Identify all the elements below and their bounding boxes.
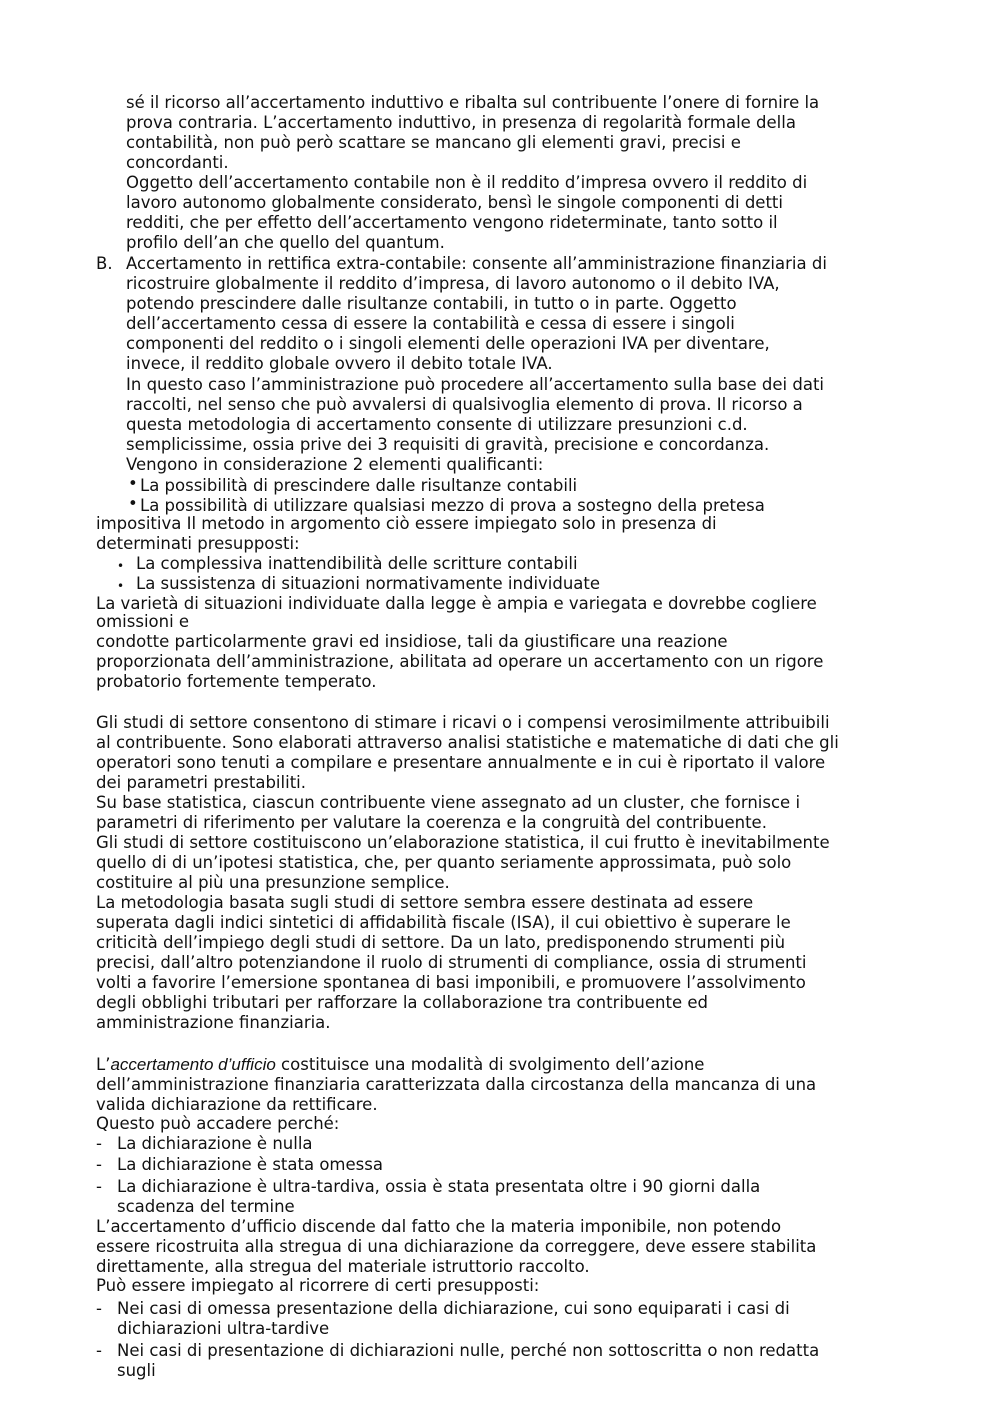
ufficio-line: dell’amministrazione finanziaria caratterizzata dalla circostanza della mancanza di una xyxy=(96,1075,817,1094)
section-b-line: Accertamento in rettifica extra-contabile: consente all’amministrazione finanziaria di xyxy=(126,254,827,273)
intro-line: sé il ricorso all’accertamento induttivo e ribalta sul contribuente l’onere di fornire la xyxy=(126,93,820,112)
studi-line: Su base statistica, ciascun contribuente viene assegnato ad un cluster, che fornisce i xyxy=(96,793,801,812)
studi-line: Gli studi di settore consentono di stimare i ricavi o i compensi verosimilmente attribuibili xyxy=(96,713,830,732)
section-b-line: semplicissime, ossia prive dei 3 requisiti di gravità, precisione e concordanza. xyxy=(126,435,770,454)
ufficio-after-line: direttamente, alla stregua del materiale istruttorio raccolto. xyxy=(96,1257,590,1276)
intro-line: concordanti. xyxy=(126,153,229,172)
studi-line: Gli studi di settore costituiscono un’elaborazione statistica, il cui frutto è inevitabilmente xyxy=(96,833,830,852)
ufficio-prefix: L’ xyxy=(96,1055,111,1074)
ufficio-dash-item: La dichiarazione è stata omessa xyxy=(117,1155,383,1174)
intro-line: prova contraria. L’accertamento induttivo, in presenza di regolarità formale della xyxy=(126,113,796,132)
dash-marker: - xyxy=(96,1155,102,1174)
studi-line: amministrazione finanziaria. xyxy=(96,1013,331,1032)
section-b-marker: B. xyxy=(96,254,113,273)
varieta-line: condotte particolarmente gravi ed insidiose, tali da giustificare una reazione xyxy=(96,632,728,651)
ufficio-after-line: Può essere impiegato al ricorrere di certi presupposti: xyxy=(96,1276,540,1295)
ufficio-italic-term: accertamento d’ufficio xyxy=(110,1055,276,1074)
section-b-line: potendo prescindere dalle risultanze contabili, in tutto o in parte. Oggetto xyxy=(126,294,737,313)
studi-line: al contribuente. Sono elaborati attraverso analisi statistiche e matematiche di dati che gli xyxy=(96,733,839,752)
dash-marker: - xyxy=(96,1134,102,1153)
ufficio-dash-item: La dichiarazione è nulla xyxy=(117,1134,313,1153)
studi-line: operatori sono tenuti a compilare e presentare annualmente e in cui è riportato il valore xyxy=(96,753,826,772)
studi-line: costituire al più una presunzione semplice. xyxy=(96,873,450,892)
dash-marker: - xyxy=(96,1341,102,1360)
section-b-line: In questo caso l’amministrazione può procedere all’accertamento sulla base dei dati xyxy=(126,375,825,394)
bullet-dot-icon: • xyxy=(128,474,138,493)
studi-line: volti a favorire l’emersione spontanea di basi imponibili, e promuovere l’assolvimento xyxy=(96,973,806,992)
bullet-dot-icon: • xyxy=(128,494,138,513)
ufficio-presupposto-cont: sugli xyxy=(117,1361,156,1380)
ufficio-first-line xyxy=(96,1055,704,1075)
section-b-line: invece, il reddito globale ovvero il debito totale IVA. xyxy=(126,354,553,373)
varieta-line: La varietà di situazioni individuate dalla legge è ampia e variegata e dovrebbe cogliere xyxy=(96,594,817,613)
intro-line: contabilità, non può però scattare se mancano gli elementi gravi, precisi e xyxy=(126,133,741,152)
ufficio-dash-item: La dichiarazione è ultra-tardiva, ossia è stata presentata oltre i 90 giorni dalla xyxy=(117,1177,761,1196)
dash-marker: - xyxy=(96,1177,102,1196)
studi-line: criticità dell’impiego degli studi di settore. Da un lato, predisponendo strumenti più xyxy=(96,933,786,952)
ufficio-line: Questo può accadere perché: xyxy=(96,1114,340,1133)
ufficio-first-rest: costituisce una modalità di svolgimento dell’azione xyxy=(275,1055,705,1074)
varieta-line: probatorio fortemente temperato. xyxy=(96,672,377,691)
section-b-bullet: La possibilità di prescindere dalle risultanze contabili xyxy=(140,476,578,495)
intro-line: profilo dell’an che quello del quantum. xyxy=(126,233,445,252)
varieta-line: omissioni e xyxy=(96,612,190,631)
presupposti-line: determinati presupposti: xyxy=(96,534,300,553)
presupposti-bullet: La complessiva inattendibilità delle scritture contabili xyxy=(136,554,578,573)
ufficio-after-line: essere ricostruita alla stregua di una dichiarazione da correggere, deve essere stabilita xyxy=(96,1237,817,1256)
intro-line: lavoro autonomo globalmente considerato, bensì le singole componenti di detti xyxy=(126,193,783,212)
ufficio-dash-item-cont: scadenza del termine xyxy=(117,1197,295,1216)
studi-line: superata dagli indici sintetici di affidabilità fiscale (ISA), il cui obiettivo è superare le xyxy=(96,913,791,932)
dash-marker: - xyxy=(96,1299,102,1318)
section-b-line: dell’accertamento cessa di essere la contabilità e cessa di essere i singoli xyxy=(126,314,735,333)
section-b-line: Vengono in considerazione 2 elementi qualificanti: xyxy=(126,455,544,474)
studi-line: degli obblighi tributari per rafforzare la collaborazione tra contribuente ed xyxy=(96,993,708,1012)
section-b-line: questa metodologia di accertamento consente di utilizzare presunzioni c.d. xyxy=(126,415,748,434)
intro-line: Oggetto dell’accertamento contabile non è il reddito d’impresa ovvero il reddito di xyxy=(126,173,808,192)
section-b-line: raccolti, nel senso che può avvalersi di qualsivoglia elemento di prova. Il ricorso a xyxy=(126,395,803,414)
ufficio-presupposto-cont: dichiarazioni ultra-tardive xyxy=(117,1319,330,1338)
bullet-dot-icon: • xyxy=(117,559,125,573)
studi-line: precisi, dall’altro potenziandone il ruolo di strumenti di compliance, ossia di strumenti xyxy=(96,953,807,972)
studi-line: parametri di riferimento per valutare la coerenza e la congruità del contribuente. xyxy=(96,813,767,832)
bullet-dot-icon: • xyxy=(117,579,125,593)
ufficio-after-line: L’accertamento d’ufficio discende dal fatto che la materia imponibile, non potendo xyxy=(96,1217,782,1236)
ufficio-line: valida dichiarazione da rettificare. xyxy=(96,1095,378,1114)
ufficio-presupposto: Nei casi di presentazione di dichiarazioni nulle, perché non sottoscritta o non redatta xyxy=(117,1341,820,1360)
section-b-line: componenti del reddito o i singoli elementi delle operazioni IVA per diventare, xyxy=(126,334,770,353)
presupposti-line: impositiva Il metodo in argomento ciò essere impiegato solo in presenza di xyxy=(96,514,717,533)
section-b-bullet: La possibilità di utilizzare qualsiasi mezzo di prova a sostegno della pretesa xyxy=(140,496,765,515)
ufficio-presupposto: Nei casi di omessa presentazione della dichiarazione, cui sono equiparati i casi di xyxy=(117,1299,790,1318)
studi-line: La metodologia basata sugli studi di settore sembra essere destinata ad essere xyxy=(96,893,754,912)
presupposti-bullet: La sussistenza di situazioni normativamente individuate xyxy=(136,574,601,593)
intro-line: redditi, che per effetto dell’accertamento vengono rideterminate, tanto sotto il xyxy=(126,213,778,232)
studi-line: quello di di un’ipotesi statistica, che, per quanto seriamente approssimata, può solo xyxy=(96,853,792,872)
varieta-line: proporzionata dell’amministrazione, abilitata ad operare un accertamento con un rigore xyxy=(96,652,824,671)
studi-line: dei parametri prestabiliti. xyxy=(96,773,306,792)
section-b-line: ricostruire globalmente il reddito d’impresa, di lavoro autonomo o il debito IVA, xyxy=(126,274,780,293)
